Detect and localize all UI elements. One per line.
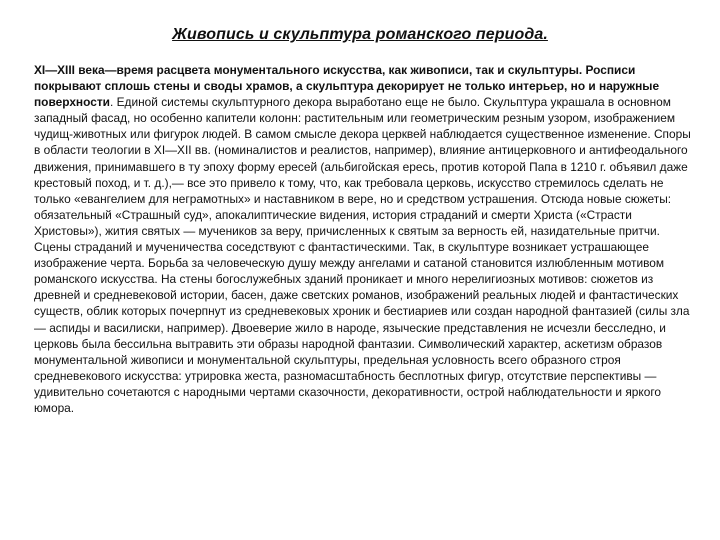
slide-title: Живопись и скульптура романского периода. [172, 26, 548, 43]
intro-bold-text: XI—XIII века—время расцвета монументального искусства, как живописи, так и скульптуры. Росписи покрывают сплошь стены и своды храмов, а скульптура декорирует не только интерьер, но и наружные поверхности [34, 63, 660, 110]
body-paragraph [34, 62, 694, 416]
body-text: . Единой системы скульптурного декора выработано еще не было. Скульптура украшала в основном западный фасад, но особенно капители колонн: растительным или геометрическим резным узором, изображением чудищ-животных или фигурок людей. В самом смысле декора церквей наблюдается существенное изменение. Споры в области теологии в XI—XII вв. (номиналистов и реалистов, например), влияние антицерковного и антифеодального движения, принимавшего в ту эпоху форму ересей (альбигойская ересь, против которой Папа в 1210 г. объявил даже крестовый поход, и т. д.),— все это привело к тому, что, как требовала церковь, искусство стремилось сделать не только «евангелием для неграмотных» и наставником в вере, но и средством устрашения. Отсюда новые сюжеты: обязательный «Страшный суд», апокалиптические видения, история страданий и смерти Христа («Страсти Христовы»), жития святых — мучеников за веру, причисленных к святым за верность ей, назидательные притчи. Сцены страданий и мученичества соседствуют с фантастическими. Так, в скульптуре возникает устрашающее изображение черта. Борьба за человеческую душу между ангелами и сатаной становится излюбленным мотивом романского искусства. На стены богослужебных зданий проникает и много нерелигиозных мотивов: сюжетов из древней и средневековой истории, басен, даже светских романов, изображений реальных людей и фантастических существ, облик которых почерпнут из средневековых хроник и бестиариев или создан народной фантазией (силы зла — аспиды и василиски, например). Двоеверие жило в народе, языческие представления не исчезли бесследно, и церковь была бессильна вытравить эти образы народной фантазии. Символический характер, аскетизм образов монументальной живописи и монументальной скульптуры, предельная условность всего образного строя средневекового искусства: утрировка жеста, разномасштабность бесплотных фигур, отсутствие перспективы — удивительно сочетаются с народными чертами сказочности, декоративности, острой наблюдательности и яркого юмора. [34, 95, 691, 415]
